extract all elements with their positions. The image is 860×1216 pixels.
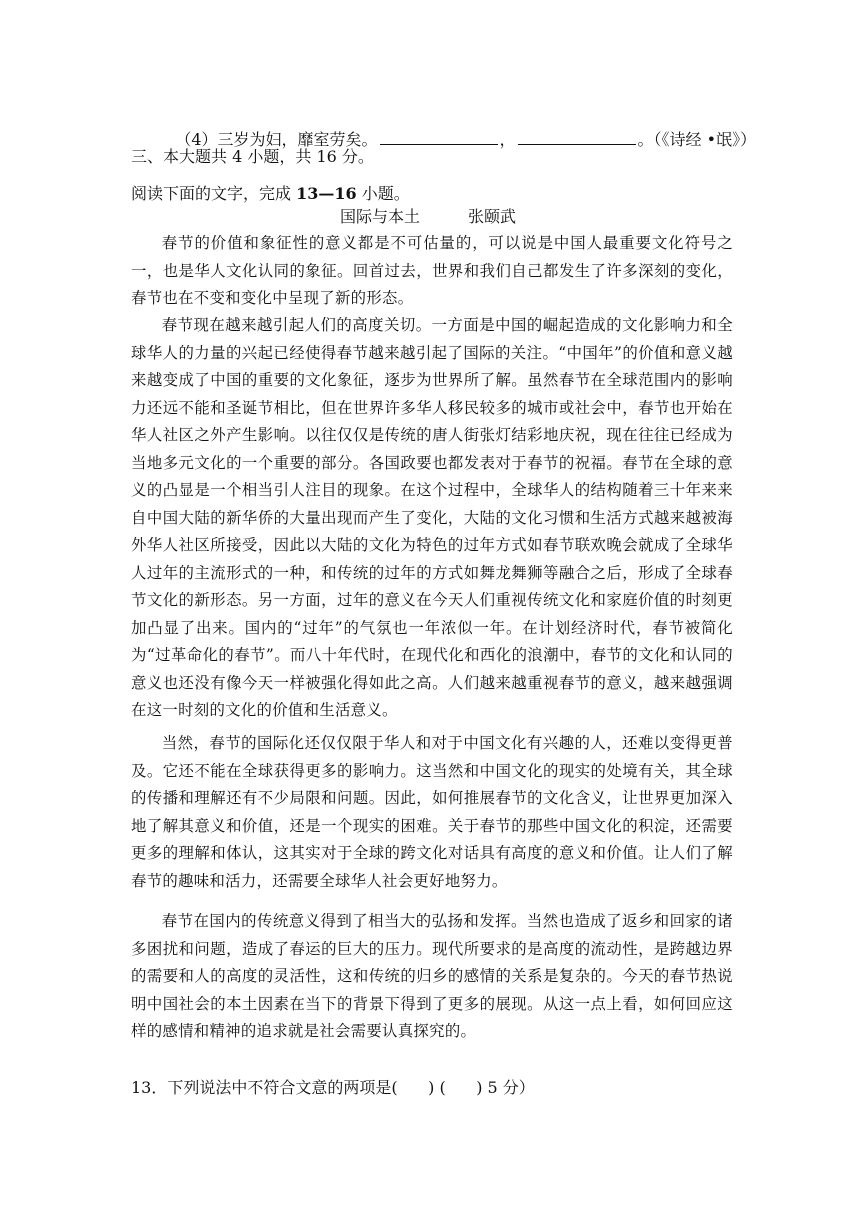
q4-source: 。（《诗经 •氓》） <box>637 130 757 149</box>
instruction-after: 小题。 <box>356 184 410 203</box>
q4-separator: ， <box>499 130 516 149</box>
q4-prefix: （4）三岁为妇，靡室劳矣。 <box>175 130 378 149</box>
article-paragraph-1: 春节的价值和象征性的意义都是不可估量的，可以说是中国人最重要文化符号之一，也是华人文化认同的象征。回首过去，世界和我们自己都发生了许多深刻的变化，春节也在不变和变化中呈现了新的形态。 <box>131 234 733 307</box>
article-paragraph-2: 春节现在越来越引起人们的高度关切。一方面是中国的崛起造成的文化影响力和全球华人的力量的兴起已经使得春节越来越引起了国际的关注。“中国年”的价值和意义越来越变成了中国的重要的文化象征，逐步为世界所了解。虽然春节在全球范围内的影响力还远不能和圣诞节相比，但在世界许多华人移民较多的城市或社会中，春节也开始在华人社区之外产生影响。以往仅仅是传统的唐人街张灯结彩地庆祝，现在往往已经成为当地多元文化的一个重要的部分。各国政要也都发表对于春节的祝福。春节在全球的意义的凸显是一个相当引人注目的现象。在这个过程中，全球华人的结构随着三十年来来自中国大陆的新华侨的大量出现而产生了变化，大陆的文化习惯和生活方式越来越被海外华人社区所接受，因此以大陆的文化为特色的过年方式如春节联欢晚会就成了全球华人过年的主流形式的一种，和传统的过年的方式如舞龙舞狮等融合之后，形成了全球春节文化的新形态。另一方面，过年的意义在今天人们重视传统文化和家庭价值的时刻更加凸显了出来。国内的“过年”的气氛也一年浓似一年。在计划经济时代，春节被简化为“过革命化的春节”。而八十年代时，在现代化和西化的浪潮中，春节的文化和认同的意义也还没有像今天一样被强化得如此之高。人们越来越重视春节的意义，越来越强调在这一时刻的文化的价值和生活意义。 <box>131 316 733 719</box>
question-13: 13．下列说法中不符合文意的两项是( ) ( ) 5 分） <box>131 1078 535 1097</box>
reading-instruction <box>131 184 410 204</box>
article-paragraph-3: 当然，春节的国际化还仅仅限于华人和对于中国文化有兴趣的人，还难以变得更普及。它还不能在全球获得更多的影响力。这当然和中国文化的现实的处境有关，其全球的传播和理解还有不少局限和问题。因此，如何推展春节的文化含义，让世界更加深入地了解其意义和价值，还是一个现实的困难。关于春节的那些中国文化的积淀，还需要更多的理解和体认，这其实对于全球的跨文化对话具有高度的意义和价值。让人们了解春节的趣味和活力，还需要全球华人社会更好地努力。 <box>131 734 733 890</box>
instruction-range: 13—16 <box>296 184 357 203</box>
article-author: 张颐武 <box>468 207 517 226</box>
article-title-line <box>340 207 516 227</box>
article-title: 国际与本土 <box>340 207 421 226</box>
section-heading: 三、本大题共 4 小题，共 16 分。 <box>131 147 374 166</box>
article-paragraph-4: 春节在国内的传统意义得到了相当大的弘扬和发挥。当然也造成了返乡和回家的诸多困扰和问题，造成了春运的巨大的压力。现代所要求的是高度的流动性，是跨越边界的需要和人的高度的灵活性，这和传统的归乡的感情的关系是复杂的。今天的春节热说明中国社会的本土因素在当下的背景下得到了更多的展现。从这一点上看，如何回应这样的感情和精神的追求就是社会需要认真探究的。 <box>131 912 733 1040</box>
instruction-before: 阅读下面的文字，完成 <box>131 184 297 203</box>
answer-blank-2[interactable] <box>518 128 636 145</box>
answer-blank-1[interactable] <box>380 128 498 145</box>
